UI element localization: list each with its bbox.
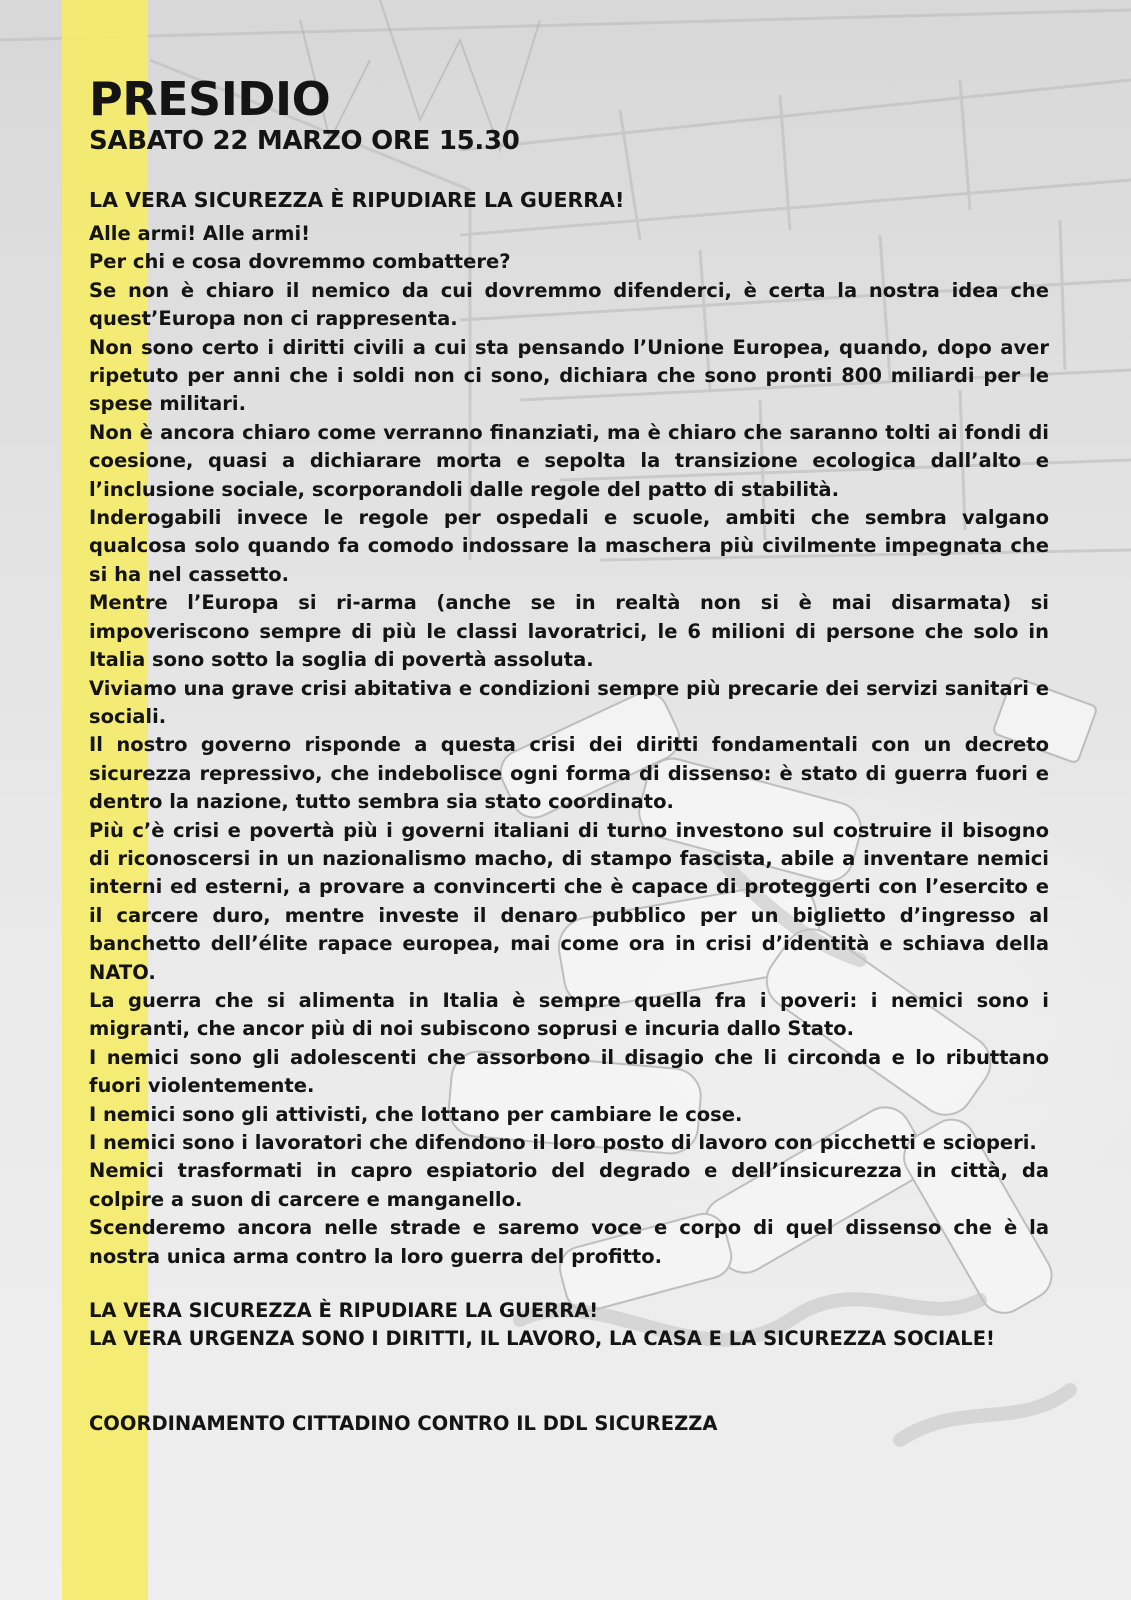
paragraph: Più c’è crisi e povertà più i governi italiani di turno investono sul costruire il bisogno di riconoscersi in un nazionalismo macho, di stampo fascista, abile a inventare nemici interni ed esterni, a provare a convincerti che è capace di proteggerti con l’esercito e il carcere duro, mentre investe il denaro pubblico per un biglietto d’ingresso al banchetto dell’élite rapace europea, mai come ora in crisi d’identità e schiava della NATO. — [89, 818, 1049, 984]
paragraph: Non sono certo i diritti civili a cui sta pensando l’Unione Europea, quando, dopo aver ripetuto per anni che i soldi non ci sono, dichiara che sono pronti 800 miliardi per le spese militari. — [89, 335, 1049, 416]
paragraph: Il nostro governo risponde a questa crisi dei diritti fondamentali con un decreto sicurezza repressivo, che indebolisce ogni forma di dissenso: è stato di guerra fuori e dentro la nazione, tutto sembra sia stato coordinato. — [89, 733, 1049, 814]
paragraph: I nemici sono gli adolescenti che assorbono il disagio che li circonda e lo ributtano fuori violentemente. — [89, 1045, 1049, 1098]
paragraph: I nemici sono i lavoratori che difendono il loro posto di lavoro con picchetti e scioperi. — [89, 1131, 1037, 1154]
signature: COORDINAMENTO CITTADINO CONTRO IL DDL SICUREZZA — [89, 1411, 718, 1435]
closing-slogans — [89, 1297, 1049, 1354]
event-date: SABATO 22 MARZO ORE 15.30 — [89, 126, 520, 156]
closing-line: LA VERA URGENZA SONO I DIRITTI, IL LAVORO, LA CASA E LA SICUREZZA SOCIALE! — [89, 1327, 995, 1351]
page-title: PRESIDIO — [89, 72, 331, 126]
paragraph: Alle armi! Alle armi! — [89, 222, 311, 245]
paragraph: Nemici trasformati in capro espiatorio del degrado e dell’insicurezza in città, da colpire a suon di carcere e manganello. — [89, 1159, 1049, 1211]
paragraph: I nemici sono gli attivisti, che lottano per cambiare le cose. — [89, 1102, 743, 1126]
headline: LA VERA SICUREZZA È RIPUDIARE LA GUERRA! — [89, 188, 625, 212]
paragraph: Se non è chiaro il nemico da cui dovremmo difenderci, è certa la nostra idea che quest’Europa non ci rappresenta. — [89, 278, 1049, 331]
body-text — [89, 220, 1049, 1271]
paragraph: La guerra che si alimenta in Italia è sempre quella fra i poveri: i nemici sono i migranti, che ancor più di noi subiscono soprusi e incuria dallo Stato. — [89, 988, 1049, 1041]
paragraph: Non è ancora chiaro come verranno finanziati, ma è chiaro che saranno tolti ai fondi di coesione, quasi a dichiarare morta e sepolta la transizione ecologica dall’alto e l’inclusione sociale, scorporandoli dalle regole del patto di stabilità. — [89, 420, 1049, 501]
flyer-content — [89, 72, 1049, 1438]
paragraph: Per chi e cosa dovremmo combattere? — [89, 250, 511, 274]
paragraph: Scenderemo ancora nelle strade e saremo voce e corpo di quel dissenso che è la nostra unica arma contro la loro guerra del profitto. — [89, 1216, 1049, 1268]
closing-line: LA VERA SICUREZZA È RIPUDIARE LA GUERRA! — [89, 1299, 599, 1323]
paragraph: Inderogabili invece le regole per ospedali e scuole, ambiti che sembra valgano qualcosa solo quando fa comodo indossare la maschera più civilmente impegnata che si ha nel cassetto. — [89, 506, 1049, 586]
paragraph: Mentre l’Europa si ri-arma (anche se in realtà non si è mai disarmata) si impoveriscono sempre di più le classi lavoratrici, le 6 milioni di persone che solo in Italia sono sotto la soglia di povertà assoluta. — [89, 591, 1049, 672]
paragraph: Viviamo una grave crisi abitativa e condizioni sempre più precarie dei servizi sanitari e sociali. — [89, 676, 1049, 728]
